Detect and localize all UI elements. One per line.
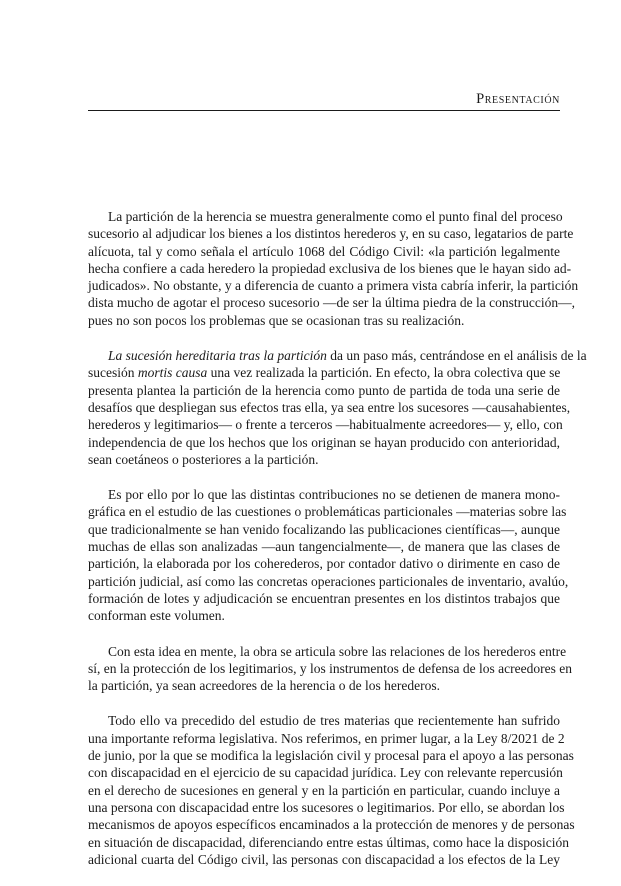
text-segment: en el derecho de sucesiones en general y en la partición en particular, cuando incluye a [88, 782, 560, 798]
italic-text: La sucesión hereditaria tras la partición [108, 348, 327, 364]
text-segment: sí, en la protección de los legitimarios, y los instrumentos de defensa de los acreedores en [88, 660, 572, 676]
text-segment: partición judicial, así como las concretas operaciones particionales de inventario, avalúo, [88, 573, 569, 589]
text-line [88, 277, 579, 294]
text-segment: sucesorio al adjudicar los bienes a los distintos herederos y, en su caso, legatarios de parte [88, 226, 574, 242]
text-line [88, 521, 560, 538]
paragraph [88, 347, 587, 468]
text-segment: Con esta idea en mente, la obra se articula sobre las relaciones de los herederos entre [108, 643, 567, 659]
text-segment: una importante reforma legislativa. Nos referimos, en primer lugar, a la Ley 8/2021 de 2 [88, 730, 565, 746]
text-segment: conforman este volumen. [88, 608, 225, 624]
text-line [88, 364, 560, 381]
text-line [88, 294, 575, 311]
header-rule [88, 110, 560, 111]
text-line [88, 712, 560, 729]
text-segment: una vez realizada la partición. En efecto, la obra colectiva que se [207, 365, 561, 381]
text-line [88, 677, 560, 694]
body-text [88, 208, 587, 886]
text-line [88, 573, 569, 590]
text-line [88, 590, 560, 607]
text-segment: Todo ello va precedido del estudio de tres materias que recientemente han sufrido [108, 713, 560, 729]
text-segment: independencia de que los hechos que los originan se hayan producido con anterioridad, [88, 434, 560, 450]
text-line [88, 764, 563, 781]
text-segment: que tradicionalmente se han venido focalizando las publicaciones científicas—, aunque [88, 521, 560, 537]
text-segment: desafíos que despliegan sus efectos tras ella, ya sea entre los sucesores —causahabientes, [88, 399, 571, 415]
text-segment: alícuota, tal y como señala el artículo 1068 del Código Civil: «la partición legalmente [88, 243, 560, 259]
text-line [88, 434, 560, 451]
italic-text: mortis causa [137, 365, 208, 381]
text-segment: con discapacidad en el ejercicio de su capacidad jurídica. Ley con relevante repercusión [88, 765, 563, 781]
text-segment: judicados». No obstante, y a diferencia de cuanto a primera vista cabría inferir, la partición [88, 278, 579, 294]
paragraph [88, 208, 579, 329]
paragraph [88, 643, 572, 695]
text-line [88, 643, 567, 660]
text-line [88, 747, 574, 764]
text-segment: hecha confiere a cada heredero la propiedad exclusiva de los bienes que le hayan sido ad- [88, 260, 572, 276]
text-segment: en situación de discapacidad, diferenciando entre estas últimas, como hace la disposición [88, 834, 569, 850]
text-segment: pues no son pocos los problemas que se ocasionan tras su realización. [88, 312, 465, 328]
paragraph [88, 486, 569, 624]
text-line [88, 834, 569, 851]
text-line [88, 816, 575, 833]
running-header: Presentación [476, 91, 560, 107]
text-segment: presenta plantea la partición de la herencia como punto de partida de toda una serie de [88, 382, 560, 398]
text-line [88, 503, 567, 520]
text-line [88, 451, 560, 468]
text-line [88, 347, 587, 364]
text-segment: da un paso más, centrándose en el análisis de la [326, 348, 587, 364]
text-line [88, 260, 572, 277]
text-segment: herederos y legitimarios— o frente a terceros —habitualmente acreedores— y, ello, con [88, 417, 563, 433]
text-line [88, 416, 563, 433]
text-line [88, 243, 560, 260]
text-line [88, 486, 560, 503]
text-line [88, 607, 560, 624]
text-segment: La partición de la herencia se muestra generalmente como el punto final del proceso [108, 209, 563, 224]
text-segment: muchas de ellas son analizadas —aun tangencialmente—, de manera que las clases de [88, 539, 560, 555]
text-line [88, 799, 565, 816]
text-line [88, 730, 565, 747]
text-line [88, 782, 560, 799]
text-line [88, 225, 574, 242]
text-line [88, 312, 560, 329]
text-segment: una persona con discapacidad entre los sucesores o legitimarios. Por ello, se abordan los [88, 799, 565, 815]
text-segment: la partición, ya sean acreedores de la herencia o de los herederos. [88, 678, 440, 694]
text-segment: de junio, por la que se modifica la legislación civil y procesal para el apoyo a las personas [88, 748, 574, 764]
text-segment: adicional cuarta del Código civil, las personas con discapacidad a los efectos de la Ley [88, 851, 560, 867]
text-line [88, 399, 571, 416]
text-segment: dista mucho de agotar el proceso sucesorio —de ser la última piedra de la construcción—, [88, 295, 575, 311]
text-line [88, 382, 560, 399]
text-line [88, 538, 560, 555]
text-segment: partición, la elaborada por los coherederos, por contador dativo o dirimente en caso de [88, 556, 560, 572]
text-segment: sean coetáneos o posteriores a la partición. [88, 451, 319, 467]
paragraph [88, 712, 575, 868]
text-segment: mecanismos de apoyos específicos encaminados a la protección de menores y de personas [88, 817, 575, 833]
text-line [88, 208, 563, 225]
text-segment: sucesión [88, 365, 138, 381]
text-line [88, 555, 560, 572]
text-line [88, 851, 560, 868]
text-segment: gráfica en el estudio de las cuestiones o problemáticas particionales —materias sobre las [88, 504, 567, 520]
text-segment: Es por ello por lo que las distintas contribuciones no se detienen de manera mono- [108, 487, 560, 503]
text-line [88, 660, 572, 677]
text-segment: formación de lotes y adjudicación se encuentran presentes en los distintos trabajos que [88, 590, 560, 606]
